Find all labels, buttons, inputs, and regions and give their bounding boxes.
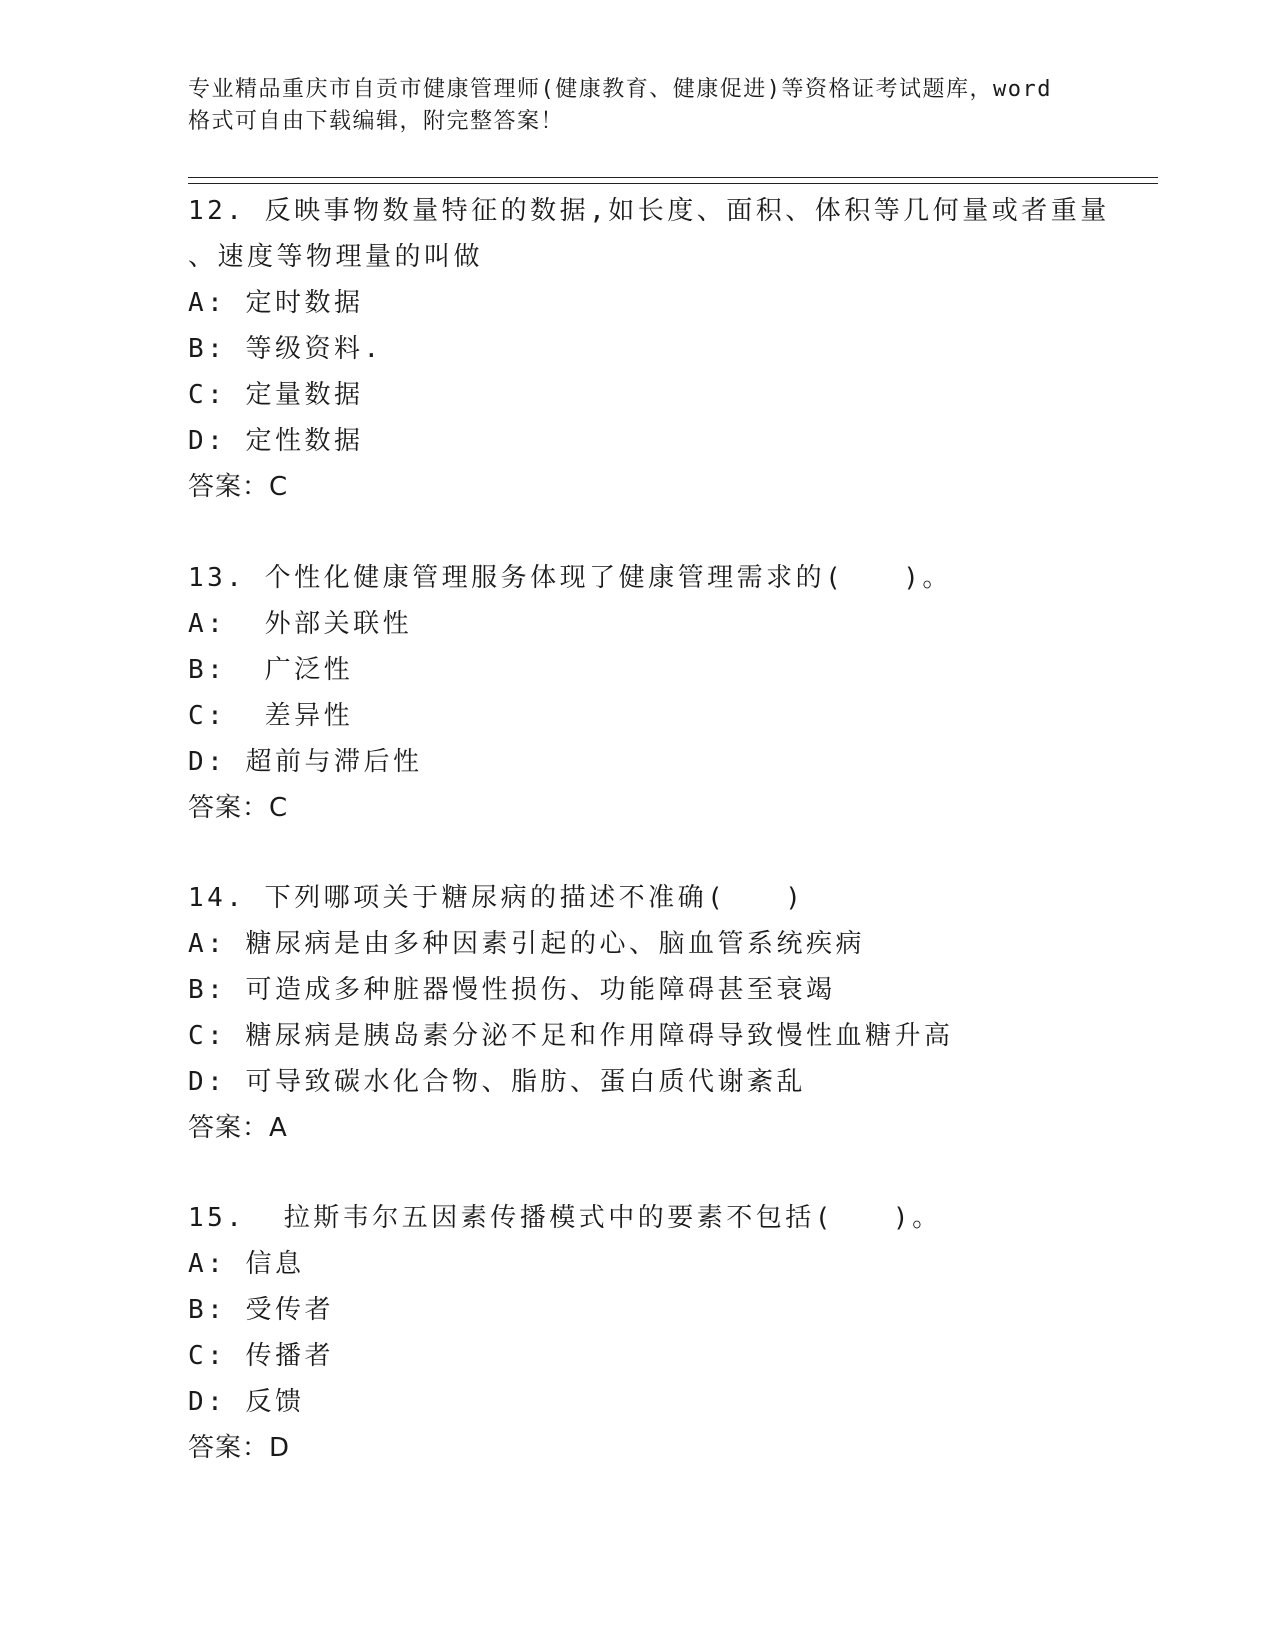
question-stem: 12. 反映事物数量特征的数据,如长度、面积、体积等几何量或者重量: [188, 196, 1110, 226]
option-b: B: 受传者: [188, 1295, 334, 1325]
option-d: D: 可导致碳水化合物、脂肪、蛋白质代谢紊乱: [188, 1067, 806, 1097]
answer: 答案：D: [188, 1433, 291, 1463]
answer: 答案：C: [188, 793, 289, 823]
option-b: B: 等级资料.: [188, 334, 383, 364]
option-c: C: 差异性: [188, 701, 354, 731]
option-c: C: 糖尿病是胰岛素分泌不足和作用障碍导致慢性血糖升高: [188, 1021, 954, 1051]
header-divider-bottom: [188, 183, 1158, 184]
option-a: A: 信息: [188, 1249, 305, 1279]
question-stem: 15. 拉斯韦尔五因素传播模式中的要素不包括( )。: [188, 1203, 942, 1233]
header-divider-top: [188, 177, 1158, 178]
option-a: A: 外部关联性: [188, 609, 413, 639]
answer: 答案：C: [188, 472, 289, 502]
option-c: C: 传播者: [188, 1341, 334, 1371]
option-a: A: 定时数据: [188, 288, 364, 318]
header-line-2: 格式可自由下载编辑，附完整答案！: [188, 109, 565, 134]
option-d: D: 反馈: [188, 1387, 305, 1417]
question-stem: 14. 下列哪项关于糖尿病的描述不准确( ): [188, 883, 805, 913]
answer: 答案：A: [188, 1113, 288, 1143]
question-14: [188, 875, 1088, 1151]
question-12: [188, 188, 1110, 510]
option-c: C: 定量数据: [188, 380, 364, 410]
option-b: B: 可造成多种脏器慢性损伤、功能障碍甚至衰竭: [188, 975, 836, 1005]
option-b: B: 广泛性: [188, 655, 354, 685]
option-d: D: 超前与滞后性: [188, 747, 423, 777]
question-stem: 13. 个性化健康管理服务体现了健康管理需求的( )。: [188, 563, 952, 593]
question-13: [188, 555, 1088, 831]
header-line-1: 专业精品重庆市自贡市健康管理师(健康教育、健康促进)等资格证考试题库，word: [188, 77, 1052, 102]
question-stem: 、速度等物理量的叫做: [188, 242, 484, 272]
option-a: A: 糖尿病是由多种因素引起的心、脑血管系统疾病: [188, 929, 865, 959]
option-d: D: 定性数据: [188, 426, 364, 456]
question-15: [188, 1195, 1088, 1471]
document-header: [188, 74, 1088, 138]
